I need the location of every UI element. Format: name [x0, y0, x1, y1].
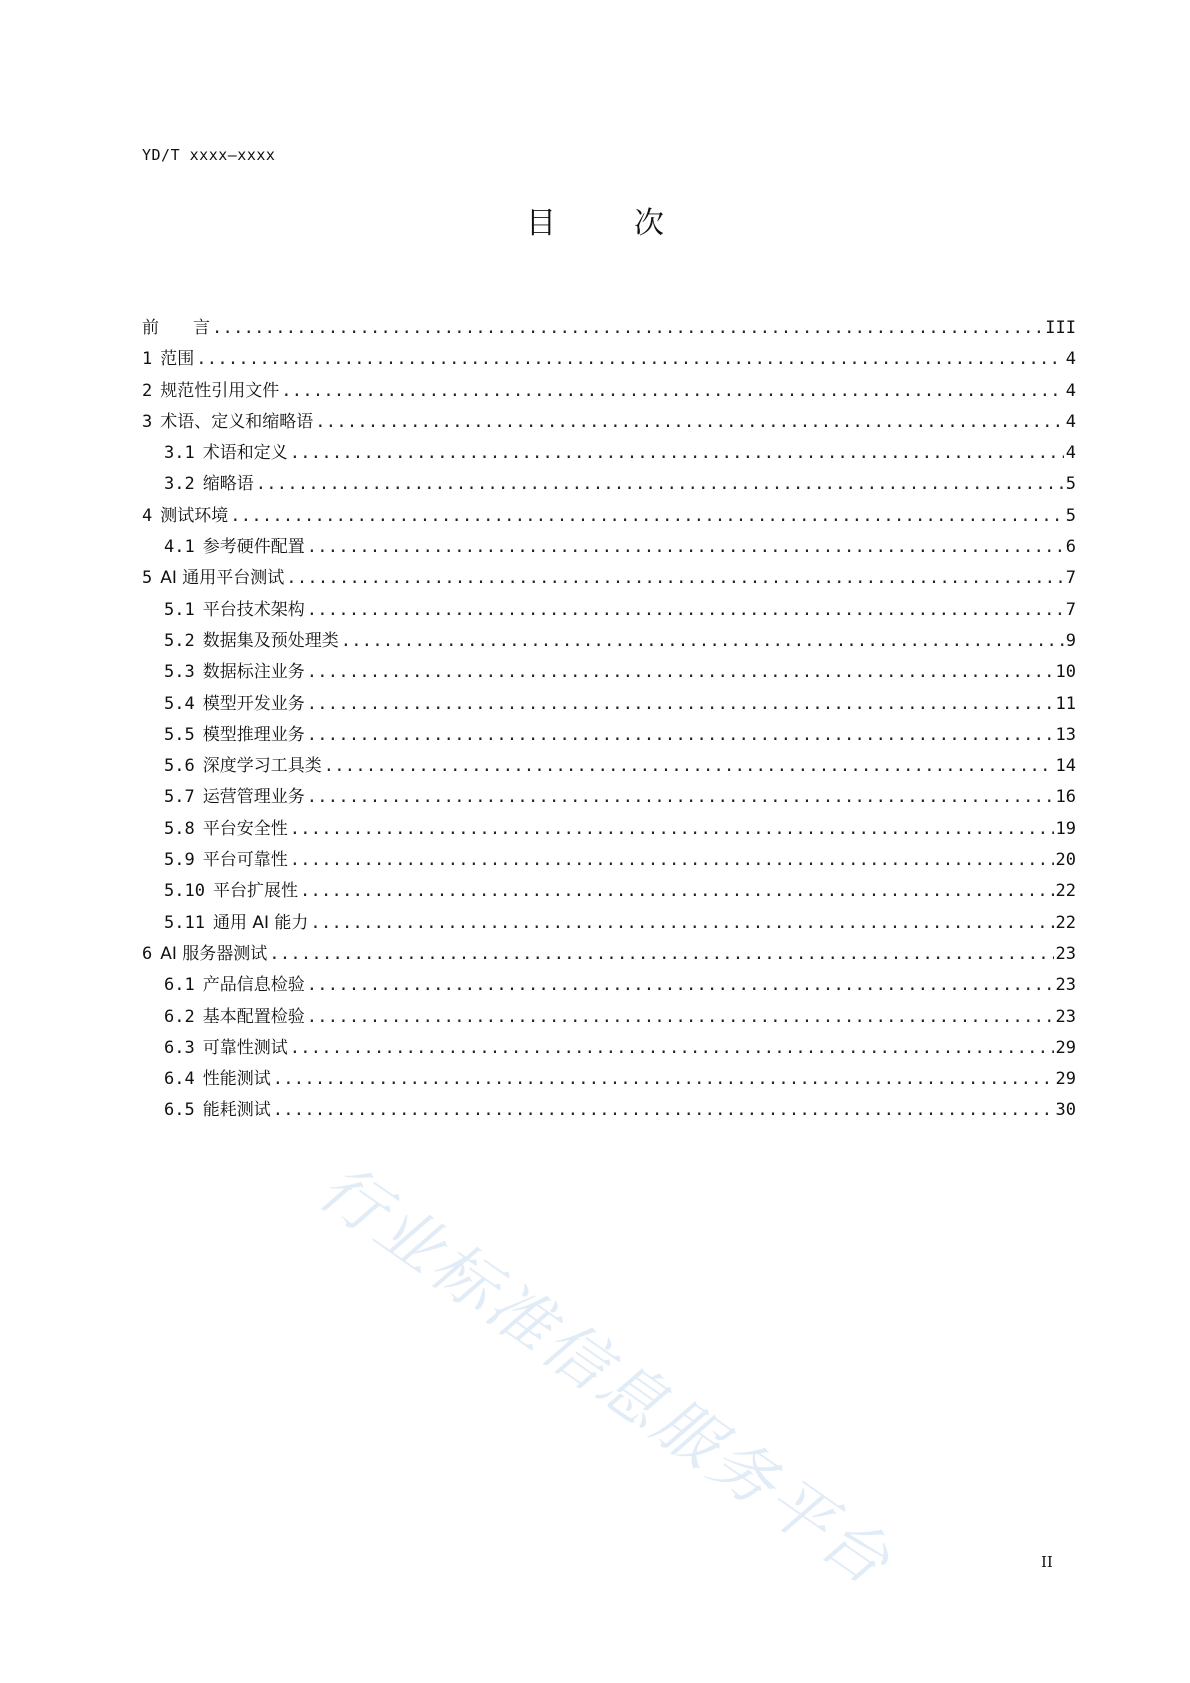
toc-entry-title: [164, 689, 305, 714]
toc-entry-title: [164, 595, 305, 620]
toc-entry-title: [164, 720, 305, 745]
toc-leader-dots: [256, 474, 1064, 494]
toc-entry-page: 23: [1055, 1006, 1076, 1027]
toc-entry-label: 参考硬件配置: [202, 537, 305, 558]
toc-entry-title: [142, 939, 267, 964]
toc-entry-page: 10: [1055, 662, 1076, 683]
toc-entry[interactable]: [142, 376, 1076, 407]
page-number: II: [1041, 1553, 1053, 1571]
toc-entry[interactable]: [142, 532, 1076, 563]
toc-leader-dots: [290, 1038, 1054, 1058]
toc-entry-title: [164, 1033, 288, 1058]
toc-entry-number: 6.4: [164, 1069, 195, 1090]
toc-entry-number: 6.1: [164, 975, 195, 996]
toc-entry-title: [164, 908, 308, 933]
toc-entry-page: 22: [1055, 912, 1076, 933]
toc-entry-label: 产品信息检验: [202, 975, 305, 996]
toc-entry-number: 6: [142, 943, 153, 964]
toc-entry-label: 模型开发业务: [202, 693, 305, 714]
toc-entry-page: 11: [1055, 693, 1076, 714]
toc-entry[interactable]: [142, 407, 1076, 438]
toc-entry-page: 5: [1065, 474, 1076, 495]
toc-entry[interactable]: [142, 814, 1076, 845]
toc-entry-page: 13: [1055, 724, 1076, 745]
toc-entry-title: [142, 376, 279, 401]
toc-entry[interactable]: [142, 595, 1076, 626]
toc-entry-number: 3.2: [164, 474, 195, 495]
toc-leader-dots: [315, 412, 1064, 432]
toc-entry-label: 前 言: [142, 318, 210, 338]
toc-entry-title: [164, 1095, 271, 1120]
toc-entry-title: [142, 563, 284, 588]
toc-entry-label: 模型推理业务: [202, 724, 305, 745]
toc-entry[interactable]: [142, 782, 1076, 813]
toc-leader-dots: [273, 1100, 1054, 1120]
toc-entry-number: 5.6: [164, 756, 195, 777]
toc-entry-label: 平台扩展性: [212, 881, 298, 902]
toc-entry-number: 5.4: [164, 693, 195, 714]
toc-entry-title: [164, 1064, 271, 1089]
toc-leader-dots: [281, 381, 1064, 401]
toc-leader-dots: [307, 975, 1054, 995]
toc-entry-page: 19: [1055, 818, 1076, 839]
toc-leader-dots: [286, 568, 1063, 588]
toc-entry-title: [142, 313, 210, 338]
toc-entry-number: 5.9: [164, 850, 195, 871]
watermark: 行业标准信息服务平台: [305, 1150, 905, 1602]
toc-entry-number: 5.2: [164, 630, 195, 651]
toc-entry-label: 测试环境: [160, 505, 229, 526]
toc-entry[interactable]: [142, 501, 1076, 532]
toc-entry-label: 运营管理业务: [202, 787, 305, 808]
toc-leader-dots: [310, 913, 1053, 933]
toc-entry-number: 5.8: [164, 818, 195, 839]
toc-entry-title: [164, 532, 305, 557]
toc-entry[interactable]: [142, 720, 1076, 751]
toc-entry-number: 6.5: [164, 1100, 195, 1121]
toc-entry-page: 29: [1055, 1037, 1076, 1058]
toc-entry-page: 6: [1065, 537, 1076, 558]
toc-leader-dots: [290, 819, 1054, 839]
toc-leader-dots: [307, 694, 1054, 714]
toc-entry-number: 6.3: [164, 1037, 195, 1058]
toc-entry-page: 14: [1055, 756, 1076, 777]
toc-entry[interactable]: [142, 939, 1076, 970]
toc-entry-label: 数据标注业务: [202, 662, 305, 683]
toc-entry-title: [164, 970, 305, 995]
toc-entry[interactable]: [142, 313, 1076, 344]
toc-leader-dots: [290, 443, 1064, 463]
toc-entry-page: 30: [1055, 1100, 1076, 1121]
toc-entry-number: 6.2: [164, 1006, 195, 1027]
toc-entry-title: [164, 751, 322, 776]
toc-entry[interactable]: [142, 751, 1076, 782]
toc-leader-dots: [290, 850, 1054, 870]
toc-entry-page: 20: [1055, 850, 1076, 871]
toc-entry-label: 平台安全性: [202, 818, 288, 839]
toc-entry-title: [164, 1002, 305, 1027]
page-title: [0, 198, 1190, 242]
toc-entry-title: [142, 501, 228, 526]
toc-leader-dots: [300, 881, 1054, 901]
toc-entry-title: [142, 407, 313, 432]
toc-entry-label: 性能测试: [202, 1069, 271, 1090]
toc-entry-title: [164, 814, 288, 839]
toc-entry-title: [164, 438, 288, 463]
toc-entry-page: 23: [1055, 975, 1076, 996]
toc-entry-page: 23: [1055, 943, 1076, 964]
toc-leader-dots: [307, 787, 1054, 807]
toc-entry[interactable]: [142, 657, 1076, 688]
toc-entry-page: 5: [1065, 505, 1076, 526]
toc-entry-title: [164, 626, 339, 651]
toc-entry-page: 4: [1065, 443, 1076, 464]
title-char-2: 次: [634, 206, 664, 241]
toc-entry-page: 4: [1065, 380, 1076, 401]
title-char-1: 目: [526, 206, 556, 241]
toc-entry-label: 能耗测试: [202, 1100, 271, 1121]
toc-entry[interactable]: [142, 626, 1076, 657]
toc-entry-label: 缩略语: [202, 474, 254, 495]
toc-entry-label: 深度学习工具类: [202, 756, 322, 777]
toc-entry-label: AI 服务器测试: [160, 943, 268, 964]
toc-entry-page: 4: [1065, 411, 1076, 432]
toc-entry-title: [164, 469, 254, 494]
toc-leader-dots: [307, 662, 1054, 682]
toc-entry-label: 可靠性测试: [202, 1037, 288, 1058]
toc-entry-label: 平台技术架构: [202, 599, 305, 620]
toc-entry-page: 22: [1055, 881, 1076, 902]
toc-entry-label: 规范性引用文件: [160, 380, 280, 401]
toc-entry-number: 5.1: [164, 599, 195, 620]
toc-entry-number: 3: [142, 411, 153, 432]
toc-entry[interactable]: [142, 438, 1076, 469]
toc-entry[interactable]: [142, 469, 1076, 500]
toc-entry[interactable]: [142, 1095, 1076, 1126]
toc-entry-page: 16: [1055, 787, 1076, 808]
toc-entry-number: 5.7: [164, 787, 195, 808]
toc-entry[interactable]: [142, 970, 1076, 1001]
toc-leader-dots: [269, 944, 1053, 964]
toc-entry[interactable]: [142, 1033, 1076, 1064]
toc-entry-number: 5.3: [164, 662, 195, 683]
toc-entry-number: 5.5: [164, 724, 195, 745]
toc-entry-page: 9: [1065, 630, 1076, 651]
toc-leader-dots: [307, 537, 1064, 557]
toc-leader-dots: [341, 631, 1064, 651]
toc-entry[interactable]: [142, 689, 1076, 720]
toc-entry-number: 4: [142, 505, 153, 526]
toc-entry-page: 7: [1065, 599, 1076, 620]
toc-leader-dots: [196, 349, 1064, 369]
toc-entry-page: 4: [1065, 349, 1076, 370]
toc-entry-number: 3.1: [164, 443, 195, 464]
document-code: YD/T xxxx—xxxx: [142, 146, 276, 164]
toc-entry-page: 29: [1055, 1069, 1076, 1090]
toc-entry-number: 5: [142, 568, 153, 589]
toc-entry-title: [164, 845, 288, 870]
toc-entry-label: AI 通用平台测试: [160, 568, 285, 589]
toc-entry-number: 4.1: [164, 537, 195, 558]
toc-entry[interactable]: [142, 563, 1076, 594]
toc-entry-title: [164, 782, 305, 807]
toc-entry-title: [142, 344, 194, 369]
toc-entry[interactable]: [142, 1064, 1076, 1095]
toc-entry-number: 5.11: [164, 912, 205, 933]
toc-entry[interactable]: [142, 876, 1076, 907]
toc-entry-label: 平台可靠性: [202, 850, 288, 871]
toc-entry[interactable]: [142, 1002, 1076, 1033]
toc-leader-dots: [307, 1007, 1054, 1027]
toc-leader-dots: [324, 756, 1054, 776]
toc-entry-label: 术语和定义: [202, 443, 288, 464]
toc-entry-title: [164, 876, 298, 901]
toc-leader-dots: [307, 725, 1054, 745]
toc-entry-number: 5.10: [164, 881, 205, 902]
toc-leader-dots: [273, 1069, 1054, 1089]
toc-entry-label: 基本配置检验: [202, 1006, 305, 1027]
toc-entry-page: III: [1045, 318, 1076, 338]
toc-entry-label: 术语、定义和缩略语: [160, 411, 314, 432]
toc-entry-page: 7: [1065, 568, 1076, 589]
toc-entry-label: 范围: [160, 349, 195, 370]
toc-leader-dots: [212, 318, 1043, 338]
toc-leader-dots: [307, 600, 1064, 620]
toc-entry-number: 2: [142, 380, 153, 401]
table-of-contents: [142, 313, 1076, 1127]
toc-entry[interactable]: [142, 344, 1076, 375]
toc-leader-dots: [230, 506, 1064, 526]
toc-entry[interactable]: [142, 908, 1076, 939]
toc-entry-label: 通用 AI 能力: [212, 912, 309, 933]
toc-entry[interactable]: [142, 845, 1076, 876]
toc-entry-number: 1: [142, 349, 153, 370]
toc-entry-label: 数据集及预处理类: [202, 630, 339, 651]
toc-entry-title: [164, 657, 305, 682]
